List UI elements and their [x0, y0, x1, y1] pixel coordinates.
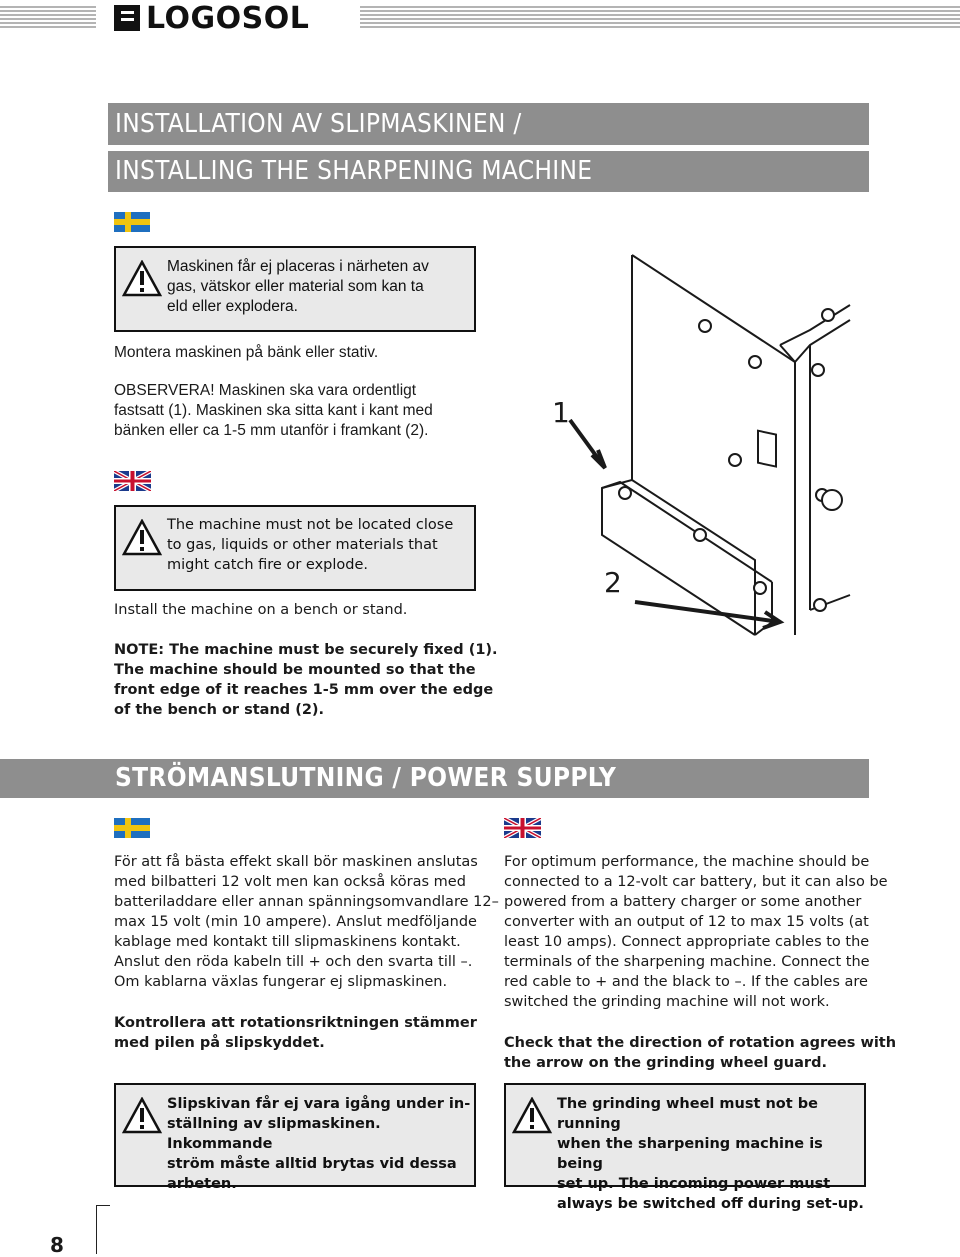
warning-triangle-icon	[122, 519, 162, 557]
machine-mounting-illustration	[510, 250, 855, 650]
warning-line: might catch fire or explode.	[167, 557, 368, 573]
body-line: terminals of the sharpening machine. Connect the	[504, 954, 870, 970]
section2-title-band	[0, 759, 869, 798]
section1-title-band-1	[108, 103, 869, 145]
note-line: fastsatt (1). Maskinen ska sitta kant i kant med	[114, 402, 433, 419]
body-line: red cable to + and the black to –. If the cables are	[504, 974, 868, 990]
callout-1: 1	[552, 396, 570, 429]
logo	[114, 0, 309, 36]
note-para-sv	[114, 381, 433, 441]
body-line: switched the grinding machine will not work.	[504, 994, 830, 1010]
check-line: Kontrollera att rotationsriktningen stämmer	[114, 1015, 477, 1031]
warning-line: The machine must not be located close	[167, 517, 454, 533]
warning-line: always be switched off during set-up.	[557, 1196, 864, 1212]
body-line: kablage med kontakt till slipmaskinens kontakt.	[114, 934, 461, 950]
body-line: least 10 amps). Connect appropriate cables to the	[504, 934, 870, 950]
note-line: bänken eller ca 1-5 mm utanför i framkant (2).	[114, 422, 429, 439]
install-para-sv: Montera maskinen på bänk eller stativ.	[114, 344, 379, 361]
body-line: Om kablarna växlas fungerar ej slipmaskinen.	[114, 974, 448, 990]
warning-line: to gas, liquids or other materials that	[167, 537, 438, 553]
section1-title-band-2	[108, 151, 869, 192]
check-line: the arrow on the grinding wheel guard.	[504, 1055, 827, 1071]
body-line: med bilbatteri 12 volt men kan också köras med	[114, 874, 466, 890]
note-line: of the bench or stand (2).	[114, 702, 325, 718]
warning-box-power-en	[504, 1083, 866, 1212]
note-line: OBSERVERA! Maskinen ska vara ordentligt	[114, 382, 417, 399]
body-line: Anslut den röda kabeln till + och den svarta till –.	[114, 954, 473, 970]
check-line: Check that the direction of rotation agrees with	[504, 1035, 897, 1051]
note-para-en	[114, 640, 498, 720]
logo-text: LOGOSOL	[146, 0, 310, 36]
warning-text-power-en	[557, 1094, 864, 1214]
section2-title: STRÖMANSLUTNING / POWER SUPPLY	[115, 763, 617, 793]
warning-triangle-icon	[512, 1097, 552, 1135]
callout-2: 2	[604, 566, 622, 599]
body-line: connected to a 12-volt car battery, but it can also be	[504, 874, 888, 890]
section1-title-line1: INSTALLATION AV SLIPMASKINEN /	[115, 109, 522, 139]
warning-text-power-sv	[167, 1094, 474, 1194]
warning-triangle-icon	[122, 260, 162, 298]
warning-line: Maskinen får ej placeras i närheten av	[167, 258, 429, 275]
warning-box-en	[114, 505, 476, 591]
rotation-check-sv	[114, 1013, 477, 1053]
body-line: powered from a battery charger or some another	[504, 894, 862, 910]
power-body-sv	[114, 852, 499, 992]
warning-text-sv	[167, 257, 429, 317]
power-body-en	[504, 852, 888, 1012]
warning-line: Slipskivan får ej vara igång under in-	[167, 1096, 471, 1112]
page-number: 8	[50, 1233, 64, 1257]
warning-line: gas, vätskor eller material som kan ta	[167, 278, 424, 295]
warning-line: ställning av slipmaskinen. Inkommande	[167, 1116, 381, 1152]
body-line: converter with an output of 12 to max 15 volts (at	[504, 914, 869, 930]
uk-flag-icon	[504, 818, 541, 838]
check-line: med pilen på slipskyddet.	[114, 1035, 325, 1051]
note-line: NOTE: The machine must be securely fixed (1).	[114, 642, 498, 658]
swedish-flag-icon	[114, 212, 150, 232]
header-rule-left	[0, 6, 96, 28]
warning-triangle-icon	[122, 1097, 162, 1135]
install-para-en: Install the machine on a bench or stand.	[114, 602, 408, 618]
warning-line: The grinding wheel must not be running	[557, 1096, 818, 1132]
uk-flag-icon	[114, 471, 151, 491]
logo-mark-icon	[114, 5, 140, 31]
section1-title-line2: INSTALLING THE SHARPENING MACHINE	[115, 156, 593, 186]
warning-line: eld eller explodera.	[167, 298, 298, 315]
footer-corner-mark	[96, 1205, 110, 1206]
warning-line: set up. The incoming power must	[557, 1176, 831, 1192]
warning-box-power-sv	[114, 1083, 476, 1192]
warning-box-sv	[114, 246, 476, 332]
body-line: För att få bästa effekt skall bör maskinen anslutas	[114, 854, 478, 870]
note-line: front edge of it reaches 1-5 mm over the edge	[114, 682, 494, 698]
body-line: For optimum performance, the machine should be	[504, 854, 870, 870]
body-line: batteriladdare eller annan spänningsomvandlare 12–	[114, 894, 499, 910]
footer-corner-mark	[96, 1205, 97, 1254]
header-rule-right	[360, 6, 960, 28]
note-line: The machine should be mounted so that the	[114, 662, 476, 678]
warning-line: ström måste alltid brytas vid dessa	[167, 1156, 457, 1172]
warning-line: arbeten.	[167, 1176, 237, 1192]
swedish-flag-icon	[114, 818, 150, 838]
body-line: max 15 volt (min 10 ampere). Anslut medföljande	[114, 914, 477, 930]
warning-line: when the sharpening machine is being	[557, 1136, 823, 1172]
warning-text-en	[167, 515, 453, 575]
rotation-check-en	[504, 1033, 896, 1073]
